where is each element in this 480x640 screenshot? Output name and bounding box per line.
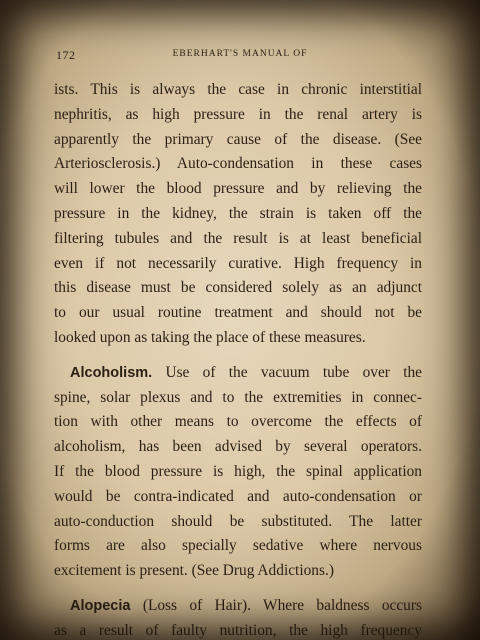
text-line: this disease must be considered solely as an adjunct [54,279,422,297]
text-line: looked upon as taking the place of these measures. [54,328,366,346]
text-line: auto-conduction should be substituted. The latter [54,512,422,530]
text-line: as a result of faulty nutrition, the high frequency [54,621,422,639]
text-line: would be contra-indicated and auto-condensation or [54,487,422,505]
text-line [54,361,422,386]
paragraph-alopecia [54,594,422,640]
text-line: alcoholism, has been advised by several operators. [54,438,422,456]
text-line: forms are also specially sedative where nervous [54,537,422,555]
text-line: to our usual routine treatment and should not be [54,304,422,322]
text-line: If the blood pressure is high, the spinal application [54,462,422,480]
text-line: Arteriosclerosis.) Auto-condensation in these cases [54,155,422,173]
text-line: spine, solar plexus and to the extremities in connec- [54,388,422,406]
text-run: (Loss of Hair). Where baldness occurs [130,596,422,614]
text-line: filtering tubules and the result is at least beneficial [54,229,422,247]
text-run: Use of the vacuum tube over the [152,363,422,381]
text-line [54,594,422,619]
text-line: pressure in the kidney, the strain is taken off the [54,204,422,222]
text-line: ists. This is always the case in chronic interstitial [54,81,422,98]
running-head: EBERHART'S MANUAL OF [172,49,308,59]
text-line: nephritis, as high pressure in the renal artery is [54,105,422,123]
text-line: even if not necessarily curative. High frequency in [54,254,422,272]
entry-heading-alopecia: Alopecia [70,597,131,614]
entry-heading-alcoholism: Alcoholism. [70,364,153,381]
page-number: 172 [56,48,76,62]
body-text [54,78,422,640]
text-line: apparently the primary cause of the disease. (See [54,130,422,148]
text-line: tion with other means to overcome the effects of [54,413,422,431]
paragraph-alcoholism [54,361,422,584]
text-line: excitement is present. (See Drug Addictions.) [54,562,334,580]
page-header [56,48,424,68]
paragraph-nephritis [54,78,422,351]
text-line: will lower the blood pressure and by relieving the [54,180,422,198]
